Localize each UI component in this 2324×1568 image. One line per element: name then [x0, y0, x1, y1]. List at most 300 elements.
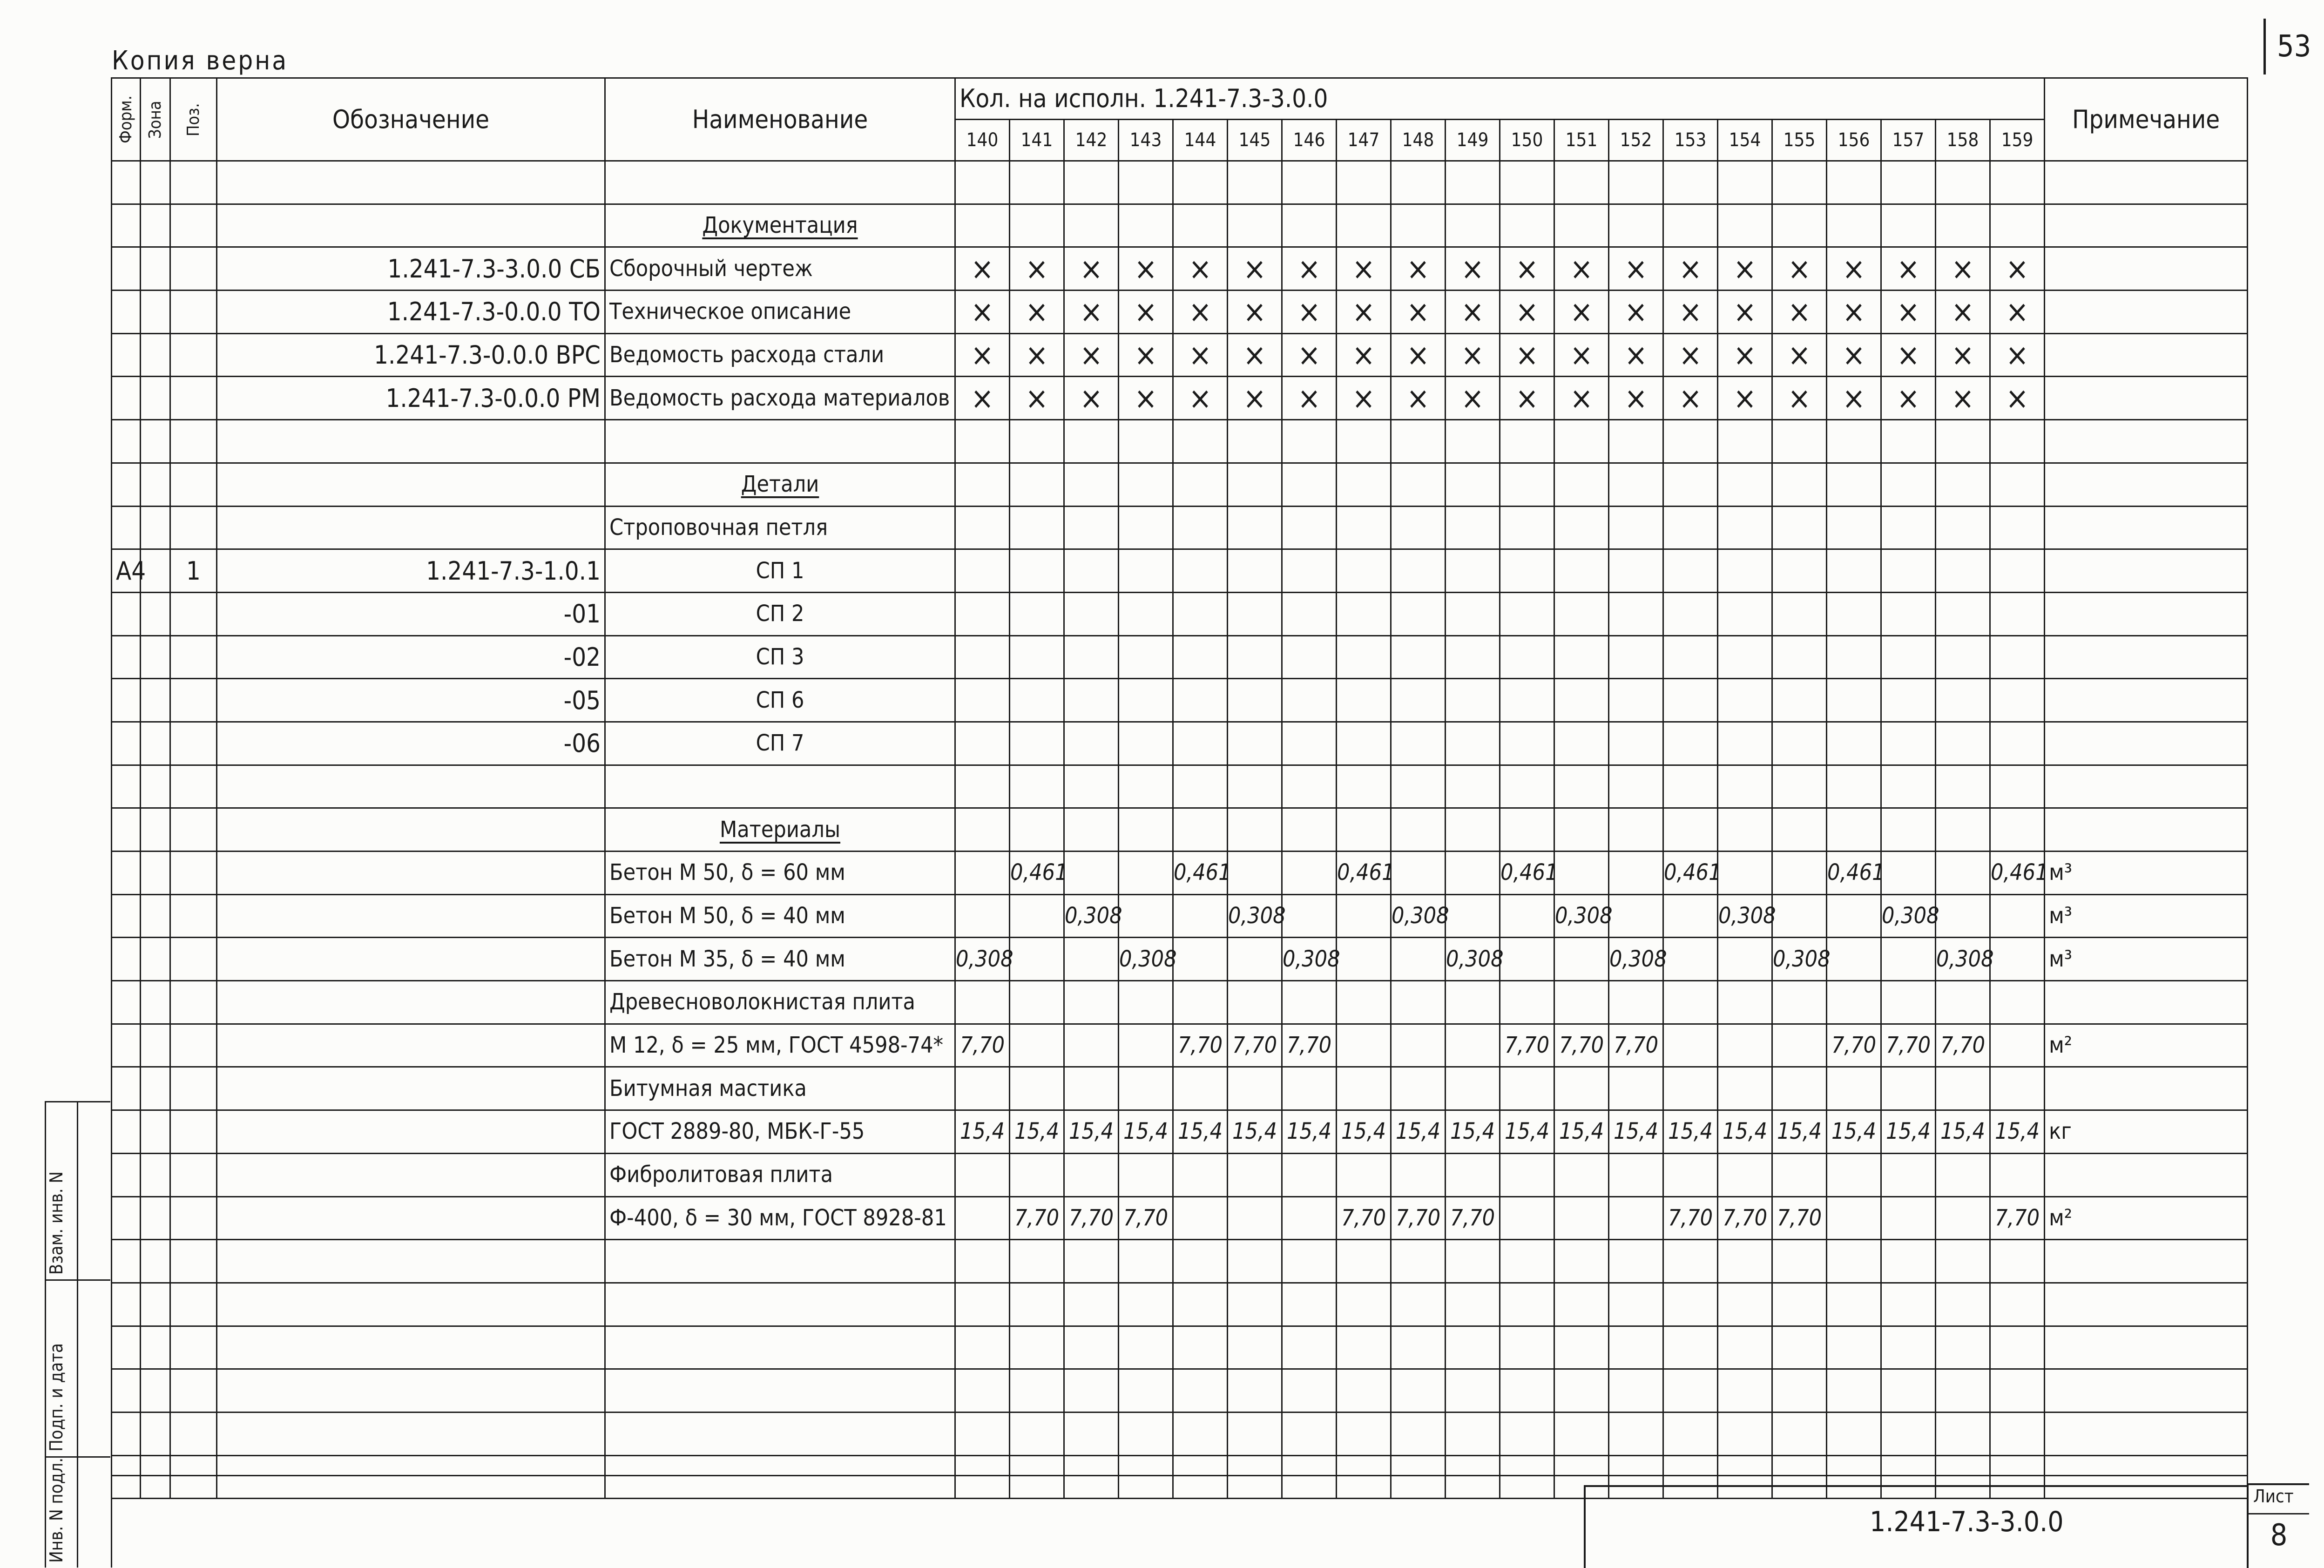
table-row — [112, 981, 2248, 1024]
quantity-cell — [1282, 1283, 1337, 1326]
format-cell — [112, 291, 141, 334]
quantity-cell — [1010, 1067, 1064, 1110]
designation-cell — [217, 1024, 605, 1067]
format-cell — [112, 1240, 141, 1283]
quantity-cell — [1064, 765, 1119, 808]
quantity-cell — [1554, 161, 1609, 204]
quantity-cell — [1936, 679, 1990, 722]
quantity-cell — [1772, 549, 1827, 593]
quantity-cell: × — [1500, 291, 1554, 334]
quantity-cell: 7,70 — [1337, 1196, 1391, 1240]
quantity-cell — [1663, 1024, 1718, 1067]
quantity-cell — [1772, 852, 1827, 895]
quantity-cell: × — [1554, 291, 1609, 334]
format-cell — [112, 981, 141, 1024]
quantity-cell — [1500, 808, 1554, 852]
quantity-cell: 15,4 — [1990, 1110, 2045, 1154]
note-cell — [2045, 1326, 2248, 1369]
name-text: Бетон М 35, δ = 40 мм — [609, 946, 845, 972]
quantity-cell — [1173, 592, 1228, 635]
quantity-cell — [1827, 549, 1881, 593]
designation-cell — [217, 1067, 605, 1110]
position-cell — [170, 765, 217, 808]
quantity-cell — [1337, 420, 1391, 463]
quantity-cell — [1718, 506, 1772, 549]
quantity-cell — [1391, 1153, 1446, 1196]
quantity-cell: 15,4 — [1446, 1110, 1500, 1154]
quantity-cell — [955, 1283, 1010, 1326]
zone-cell — [141, 1153, 170, 1196]
header-variant: 152 — [1609, 120, 1663, 161]
quantity-cell — [1119, 1283, 1173, 1326]
format-cell — [112, 1369, 141, 1413]
quantity-cell — [1010, 679, 1064, 722]
note-cell — [2045, 549, 2248, 593]
quantity-cell — [1500, 722, 1554, 765]
quantity-cell — [1119, 635, 1173, 679]
quantity-cell — [1010, 808, 1064, 852]
zone-cell — [141, 1412, 170, 1455]
header-variant: 143 — [1119, 120, 1173, 161]
quantity-cell — [1228, 1067, 1282, 1110]
quantity-cell — [1391, 204, 1446, 247]
quantity-cell — [1772, 894, 1827, 938]
quantity-cell — [1446, 981, 1500, 1024]
zone-cell — [141, 1283, 170, 1326]
blank-row — [112, 1412, 2248, 1455]
name-cell — [605, 204, 955, 247]
name-cell — [605, 1326, 955, 1369]
quantity-cell — [1228, 938, 1282, 981]
format-cell — [112, 722, 141, 765]
name-text: СП 2 — [756, 601, 804, 627]
quantity-cell — [1772, 420, 1827, 463]
zone-cell — [141, 981, 170, 1024]
quantity-cell — [1446, 765, 1500, 808]
quantity-cell — [1500, 635, 1554, 679]
header-variant: 157 — [1881, 120, 1936, 161]
name-text: СП 1 — [756, 557, 804, 584]
quantity-cell: 15,4 — [1010, 1110, 1064, 1154]
format-cell — [112, 506, 141, 549]
header-variant: 159 — [1990, 120, 2045, 161]
note-cell — [2045, 377, 2248, 420]
quantity-cell: 7,70 — [1554, 1024, 1609, 1067]
quantity-cell — [1936, 592, 1990, 635]
quantity-cell: × — [1228, 291, 1282, 334]
side-replace-inv-cell — [46, 1102, 78, 1279]
quantity-cell — [1663, 506, 1718, 549]
quantity-cell — [1827, 161, 1881, 204]
quantity-cell — [1936, 463, 1990, 506]
quantity-cell — [1010, 1283, 1064, 1326]
quantity-cell — [1119, 852, 1173, 895]
quantity-cell — [955, 1240, 1010, 1283]
quantity-cell — [1337, 592, 1391, 635]
quantity-cell — [1064, 981, 1119, 1024]
quantity-cell — [1827, 1283, 1881, 1326]
quantity-cell — [1663, 1326, 1718, 1369]
designation-cell: 1.241-7.3-1.0.1 — [217, 549, 605, 593]
quantity-cell — [1772, 1153, 1827, 1196]
quantity-cell — [1282, 635, 1337, 679]
zone-cell — [141, 291, 170, 334]
format-cell — [112, 161, 141, 204]
quantity-cell: 0,308 — [1554, 894, 1609, 938]
quantity-cell — [1173, 204, 1228, 247]
quantity-cell — [1446, 1067, 1500, 1110]
quantity-cell: × — [1282, 377, 1337, 420]
quantity-cell — [1881, 1369, 1936, 1413]
quantity-cell — [1990, 1067, 2045, 1110]
quantity-cell — [955, 808, 1010, 852]
quantity-cell: × — [1881, 247, 1936, 291]
designation-cell: 1.241-7.3-0.0.0 ВРС — [217, 333, 605, 377]
quantity-cell — [1282, 420, 1337, 463]
format-cell — [112, 1326, 141, 1369]
quantity-cell: × — [1446, 291, 1500, 334]
quantity-cell — [1663, 981, 1718, 1024]
quantity-cell: 15,4 — [1391, 1110, 1446, 1154]
quantity-cell: 0,308 — [1718, 894, 1772, 938]
format-cell — [112, 1024, 141, 1067]
position-cell — [170, 1412, 217, 1455]
quantity-cell: 7,70 — [1391, 1196, 1446, 1240]
quantity-cell — [1337, 808, 1391, 852]
quantity-cell — [1282, 981, 1337, 1024]
table-row — [112, 894, 2248, 938]
quantity-cell — [1936, 852, 1990, 895]
header-variant: 140 — [955, 120, 1010, 161]
header-variant: 147 — [1337, 120, 1391, 161]
quantity-cell — [1772, 1240, 1827, 1283]
quantity-cell — [1772, 635, 1827, 679]
header-name: Наименование — [605, 78, 955, 161]
header-variant: 149 — [1446, 120, 1500, 161]
quantity-cell: × — [1173, 377, 1228, 420]
quantity-cell — [1609, 1326, 1663, 1369]
position-cell — [170, 1196, 217, 1240]
quantity-cell — [1064, 1240, 1119, 1283]
quantity-cell — [1119, 808, 1173, 852]
designation-cell: 1.241-7.3-0.0.0 ТО — [217, 291, 605, 334]
header-variant: 144 — [1173, 120, 1228, 161]
format-cell — [112, 765, 141, 808]
side-sign-date-cell — [46, 1279, 78, 1456]
quantity-cell — [1554, 635, 1609, 679]
quantity-cell — [1064, 938, 1119, 981]
quantity-cell — [1391, 765, 1446, 808]
copy-certification-note: Копия верна — [112, 46, 289, 76]
quantity-cell — [1010, 1412, 1064, 1455]
quantity-cell — [1936, 1283, 1990, 1326]
quantity-cell — [1990, 1412, 2045, 1455]
quantity-cell: 15,4 — [1609, 1110, 1663, 1154]
quantity-cell — [955, 765, 1010, 808]
quantity-cell: × — [1772, 333, 1827, 377]
name-cell — [605, 1412, 955, 1455]
position-cell — [170, 291, 217, 334]
format-cell — [112, 808, 141, 852]
quantity-cell — [1881, 938, 1936, 981]
quantity-cell — [1446, 808, 1500, 852]
quantity-cell — [1228, 506, 1282, 549]
quantity-cell — [1554, 506, 1609, 549]
quantity-cell — [1282, 808, 1337, 852]
quantity-cell — [1282, 549, 1337, 593]
quantity-cell — [955, 894, 1010, 938]
quantity-cell — [1718, 938, 1772, 981]
quantity-cell — [1119, 1369, 1173, 1413]
quantity-cell: × — [1990, 247, 2045, 291]
quantity-cell — [1064, 1412, 1119, 1455]
quantity-cell — [1337, 161, 1391, 204]
quantity-cell — [1663, 894, 1718, 938]
quantity-cell — [1881, 161, 1936, 204]
quantity-cell: 0,461 — [1663, 852, 1718, 895]
quantity-cell — [1173, 506, 1228, 549]
quantity-cell — [1554, 204, 1609, 247]
blank-row — [112, 765, 2248, 808]
quantity-cell: × — [1554, 333, 1609, 377]
quantity-cell — [955, 463, 1010, 506]
position-cell — [170, 506, 217, 549]
quantity-cell — [1391, 161, 1446, 204]
quantity-cell — [1718, 1024, 1772, 1067]
quantity-cell — [1881, 722, 1936, 765]
quantity-cell: 0,461 — [1500, 852, 1554, 895]
quantity-cell — [1282, 765, 1337, 808]
quantity-cell: × — [1446, 377, 1500, 420]
quantity-cell — [1990, 981, 2045, 1024]
quantity-cell — [1990, 1024, 2045, 1067]
quantity-cell — [1554, 1283, 1609, 1326]
quantity-cell — [1228, 635, 1282, 679]
position-cell — [170, 1110, 217, 1154]
quantity-cell — [955, 1412, 1010, 1455]
quantity-cell — [1718, 1067, 1772, 1110]
name-text: Ведомость расхода стали — [609, 342, 885, 368]
table-row — [112, 1153, 2248, 1196]
quantity-cell — [1881, 420, 1936, 463]
quantity-cell — [1337, 463, 1391, 506]
quantity-cell: × — [1282, 333, 1337, 377]
quantity-cell — [1446, 161, 1500, 204]
quantity-cell: 15,4 — [1064, 1110, 1119, 1154]
name-cell — [605, 1153, 955, 1196]
quantity-cell — [1718, 852, 1772, 895]
quantity-cell — [1881, 1326, 1936, 1369]
quantity-cell: × — [1936, 291, 1990, 334]
quantity-cell: 15,4 — [1881, 1110, 1936, 1154]
quantity-cell — [1772, 204, 1827, 247]
name-cell — [605, 420, 955, 463]
quantity-cell — [1173, 1412, 1228, 1455]
name-cell — [605, 938, 955, 981]
quantity-cell — [1446, 1412, 1500, 1455]
quantity-cell — [1990, 1240, 2045, 1283]
quantity-cell — [1663, 1067, 1718, 1110]
quantity-cell — [1446, 722, 1500, 765]
quantity-cell — [1718, 1283, 1772, 1326]
quantity-cell: × — [1010, 247, 1064, 291]
quantity-cell — [1446, 463, 1500, 506]
quantity-cell: 15,4 — [1772, 1110, 1827, 1154]
quantity-cell — [1936, 1196, 1990, 1240]
quantity-cell — [1391, 420, 1446, 463]
quantity-cell — [1064, 506, 1119, 549]
quantity-cell — [1827, 981, 1881, 1024]
quantity-cell — [1718, 981, 1772, 1024]
quantity-cell — [1827, 506, 1881, 549]
designation-cell — [217, 938, 605, 981]
note-cell — [2045, 1283, 2248, 1326]
quantity-cell — [1990, 549, 2045, 593]
quantity-cell: × — [1772, 247, 1827, 291]
quantity-cell — [1500, 1412, 1554, 1455]
quantity-cell — [1500, 204, 1554, 247]
quantity-cell — [1609, 1196, 1663, 1240]
quantity-cell — [1119, 981, 1173, 1024]
quantity-cell: × — [1391, 291, 1446, 334]
note-cell — [2045, 722, 2248, 765]
quantity-cell — [1827, 1153, 1881, 1196]
note-cell: м³ — [2045, 938, 2248, 981]
position-cell — [170, 161, 217, 204]
quantity-cell: 0,461 — [1337, 852, 1391, 895]
quantity-cell — [1718, 549, 1772, 593]
quantity-cell — [1936, 161, 1990, 204]
format-cell — [112, 1110, 141, 1154]
quantity-cell: 7,70 — [1936, 1024, 1990, 1067]
table-row — [112, 1067, 2248, 1110]
quantity-cell: 7,70 — [1990, 1196, 2045, 1240]
section-row — [112, 204, 2248, 247]
page-number: 53 — [2263, 19, 2324, 74]
designation-cell — [217, 1412, 605, 1455]
quantity-cell — [1881, 1196, 1936, 1240]
quantity-cell — [1936, 981, 1990, 1024]
name-cell — [605, 635, 955, 679]
quantity-cell — [1827, 635, 1881, 679]
quantity-cell — [1064, 592, 1119, 635]
quantity-cell — [1446, 679, 1500, 722]
header-quantity-title: Кол. на исполн. 1.241-7.3-3.0.0 — [955, 78, 2045, 120]
quantity-cell — [1228, 1283, 1282, 1326]
quantity-cell — [1391, 852, 1446, 895]
quantity-cell — [1282, 161, 1337, 204]
note-cell — [2045, 247, 2248, 291]
quantity-cell — [1936, 1153, 1990, 1196]
quantity-cell — [1391, 635, 1446, 679]
zone-cell — [141, 333, 170, 377]
quantity-cell — [1119, 420, 1173, 463]
quantity-cell — [1718, 808, 1772, 852]
quantity-cell — [1990, 161, 2045, 204]
quantity-cell — [1282, 1369, 1337, 1413]
quantity-cell — [1337, 549, 1391, 593]
quantity-cell — [1500, 463, 1554, 506]
quantity-cell — [1990, 1283, 2045, 1326]
quantity-cell: × — [1228, 333, 1282, 377]
name-cell — [605, 722, 955, 765]
quantity-cell — [1936, 722, 1990, 765]
name-cell — [605, 549, 955, 593]
quantity-cell — [1337, 1283, 1391, 1326]
quantity-cell — [1772, 1412, 1827, 1455]
quantity-cell — [1609, 765, 1663, 808]
quantity-cell — [1663, 1153, 1718, 1196]
name-cell — [605, 1024, 955, 1067]
quantity-cell — [1772, 1283, 1827, 1326]
quantity-cell — [1119, 1240, 1173, 1283]
quantity-cell — [1500, 1369, 1554, 1413]
quantity-cell — [955, 161, 1010, 204]
quantity-cell: × — [1609, 333, 1663, 377]
format-cell — [112, 204, 141, 247]
quantity-cell — [955, 981, 1010, 1024]
quantity-cell — [1173, 1196, 1228, 1240]
quantity-cell — [1663, 420, 1718, 463]
quantity-cell: × — [1119, 247, 1173, 291]
quantity-cell — [955, 722, 1010, 765]
quantity-cell — [1554, 463, 1609, 506]
quantity-cell: 0,308 — [1881, 894, 1936, 938]
quantity-cell: × — [1936, 247, 1990, 291]
note-cell — [2045, 765, 2248, 808]
position-cell: 1 — [170, 549, 217, 593]
position-cell — [170, 1283, 217, 1326]
name-text: СП 7 — [756, 730, 804, 757]
quantity-cell — [1064, 1153, 1119, 1196]
quantity-cell — [1554, 808, 1609, 852]
quantity-cell — [1881, 1283, 1936, 1326]
quantity-cell — [1173, 1153, 1228, 1196]
note-cell — [2045, 635, 2248, 679]
quantity-cell: × — [1064, 291, 1119, 334]
quantity-cell: × — [1500, 377, 1554, 420]
quantity-cell — [1064, 635, 1119, 679]
name-cell — [605, 377, 955, 420]
quantity-cell — [1391, 1067, 1446, 1110]
quantity-cell — [1391, 722, 1446, 765]
quantity-cell — [1010, 1153, 1064, 1196]
quantity-cell: 0,461 — [1010, 852, 1064, 895]
designation-cell — [217, 981, 605, 1024]
quantity-cell — [1282, 1067, 1337, 1110]
quantity-cell — [1990, 808, 2045, 852]
quantity-cell — [1718, 679, 1772, 722]
quantity-cell: × — [1446, 247, 1500, 291]
quantity-cell — [1391, 592, 1446, 635]
designation-cell — [217, 1326, 605, 1369]
quantity-cell — [1772, 592, 1827, 635]
position-cell — [170, 333, 217, 377]
quantity-cell — [1881, 549, 1936, 593]
quantity-cell: 7,70 — [1881, 1024, 1936, 1067]
quantity-cell — [1936, 506, 1990, 549]
quantity-cell: 0,461 — [1990, 852, 2045, 895]
quantity-cell: × — [1554, 247, 1609, 291]
quantity-cell: × — [1663, 377, 1718, 420]
designation-cell: -05 — [217, 679, 605, 722]
format-cell — [112, 420, 141, 463]
header-format: Форм. — [112, 78, 141, 161]
quantity-cell — [1064, 463, 1119, 506]
quantity-cell — [1228, 808, 1282, 852]
name-cell — [605, 291, 955, 334]
quantity-cell — [1064, 161, 1119, 204]
